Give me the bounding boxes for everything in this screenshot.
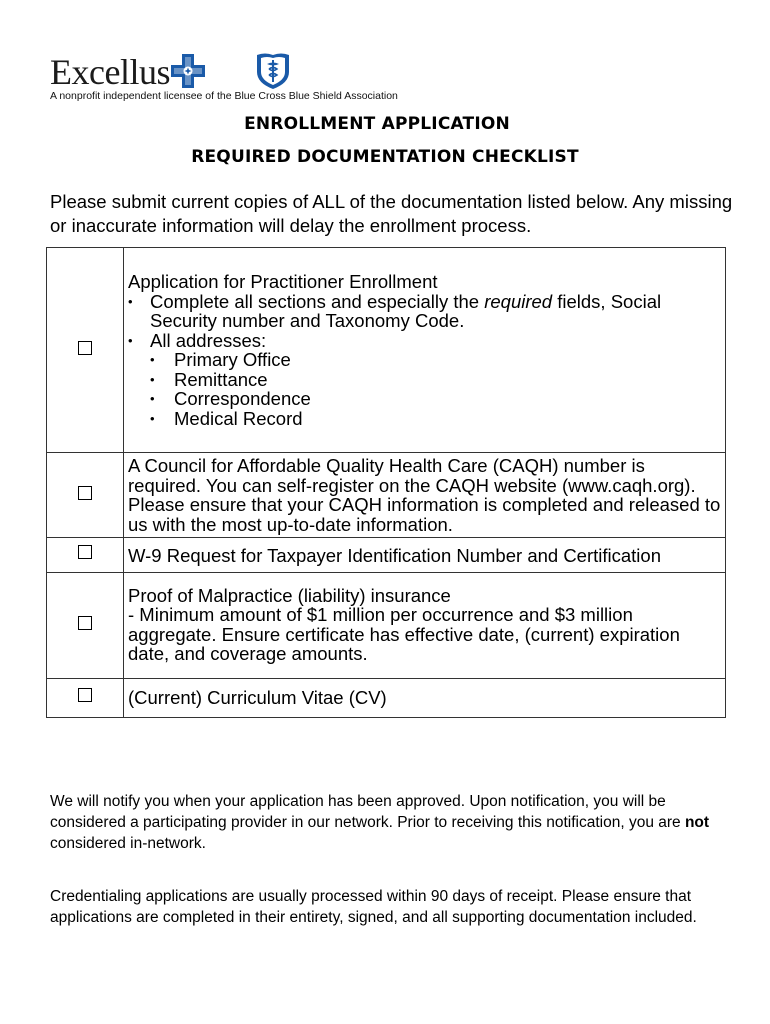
checklist-row xyxy=(47,453,726,538)
checklist-row xyxy=(47,248,726,453)
checkbox[interactable] xyxy=(78,486,92,500)
logo-tagline: A nonprofit independent licensee of the Blue Cross Blue Shield Association xyxy=(50,90,398,102)
item-heading: Proof of Malpractice (liability) insurance xyxy=(128,584,451,606)
approval-notice: We will notify you when your application has been approved. Upon notification, you will be considered a participating provider in our network. Prior to receiving this notification, you are not considered in-network. xyxy=(50,793,710,852)
blue-cross-icon xyxy=(171,54,205,88)
emphasis-text: required xyxy=(484,290,553,312)
intro-text: Please submit current copies of ALL of the documentation listed below. Any missing or inaccurate information will delay the enrollment process. xyxy=(50,191,733,236)
checkbox[interactable] xyxy=(78,545,92,559)
excellus-logo xyxy=(50,50,398,110)
checklist-row xyxy=(47,678,726,718)
item-bullets xyxy=(128,292,721,351)
document-subtitle: REQUIRED DOCUMENTATION CHECKLIST xyxy=(191,147,579,167)
checklist-item-w9: W-9 Request for Taxpayer Identification Number and Certification xyxy=(124,538,726,573)
checklist-item-application xyxy=(124,248,726,453)
blue-shield-icon xyxy=(255,52,291,90)
bullet-item: • Complete all sections and especially the required fields, Social Security number and Taxonomy Code. xyxy=(128,292,721,331)
checklist-item-cv: (Current) Curriculum Vitae (CV) xyxy=(124,678,726,718)
address-item: • Medical Record xyxy=(128,409,721,429)
documentation-checklist xyxy=(46,247,726,718)
address-item: • Primary Office xyxy=(128,350,721,370)
checklist-item-malpractice xyxy=(124,572,726,678)
checklist-item-caqh: A Council for Affordable Quality Health Care (CAQH) number is required. You can self-register on the CAQH website (www.caqh.org). Please ensure that your CAQH information is completed and released to us with the most up-to-date information. xyxy=(124,453,726,538)
checklist-row xyxy=(47,572,726,678)
address-item: • Remittance xyxy=(128,370,721,390)
checkbox[interactable] xyxy=(78,341,92,355)
bullet-item: • All addresses: xyxy=(128,331,721,351)
processing-notice: Credentialing applications are usually processed within 90 days of receipt. Please ensure that applications are completed in their entirety, signed, and all supporting documentation included. xyxy=(50,888,697,926)
logo-wordmark: Excellus xyxy=(50,52,170,92)
address-item: • Correspondence xyxy=(128,389,721,409)
item-detail: - Minimum amount of $1 million per occurrence and $3 million aggregate. Ensure certificate has effective date, (current) expiration date, and coverage amounts. xyxy=(128,604,680,664)
document-title: ENROLLMENT APPLICATION xyxy=(244,114,510,134)
checklist-row xyxy=(47,538,726,573)
checkbox[interactable] xyxy=(78,616,92,630)
checkbox[interactable] xyxy=(78,688,92,702)
address-list xyxy=(128,350,721,428)
item-heading: Application for Practitioner Enrollment xyxy=(128,271,438,292)
bold-not: not xyxy=(684,814,710,831)
